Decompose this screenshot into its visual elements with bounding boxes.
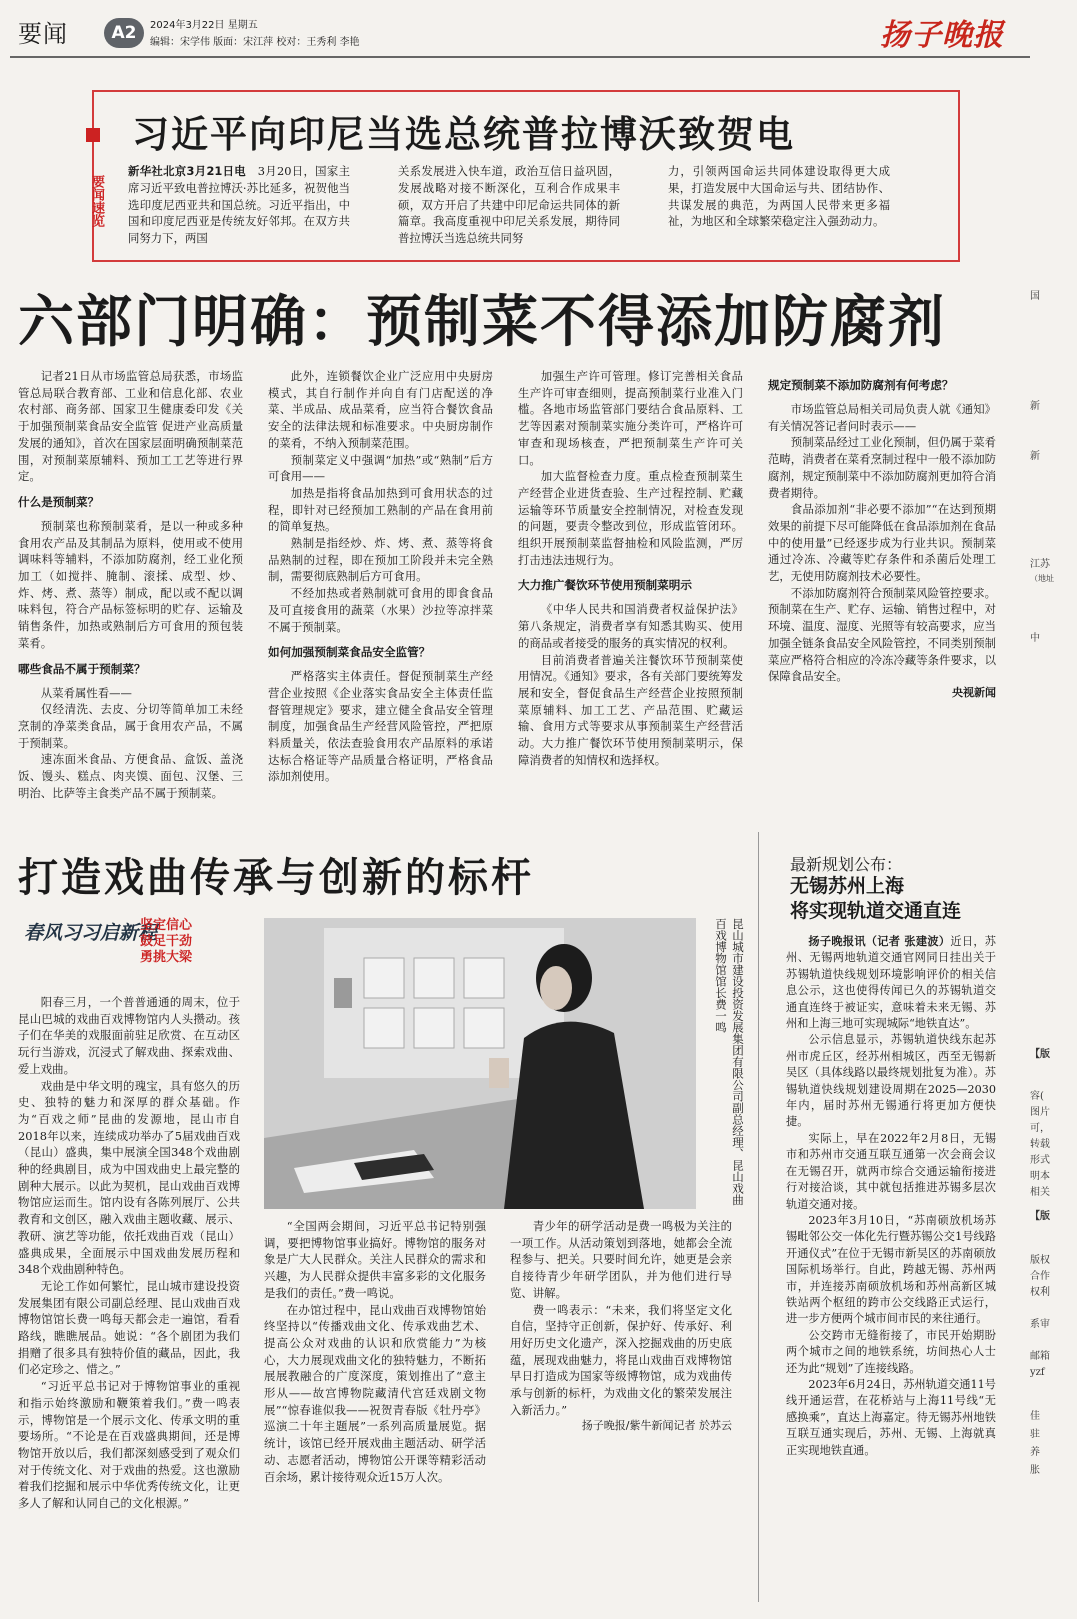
paragraph: 预制菜定义中强调“加热”或“熟制”后方可食用—— xyxy=(268,452,493,484)
section-label: 要闻 xyxy=(18,20,68,48)
main-column-3 xyxy=(518,368,743,768)
column-badge-title: 春风习习启新程 xyxy=(24,922,158,944)
paragraph: 仅经清洗、去皮、分切等简单加工未经烹制的净菜类食品，属于食用农产品，不属于预制菜。 xyxy=(18,702,243,750)
paragraph: 预制菜也称预制菜肴，是以一种或多种食用农产品及其制品为原料，使用或不使用调味料等辅料，不添加防腐剂，经工业化预加工（如搅拌、腌制、滚揉、成型、炒、炸、烤、煮、蒸等）制成，配以或不配以调味料包，符合产品标签标明的贮存、运输及销售条件，加热或熟制后方可食用的预包装菜肴。 xyxy=(18,518,243,650)
edge-text: 邮箱 xyxy=(1030,1351,1050,1362)
paragraph: 加强生产许可管理。修订完善相关食品生产许可审查细则，提高预制菜行业准入门槛。各地市场监管部门要结合食品原料、工艺等因素对预制菜实施分类许可，严格许可审查和现场核查，严把预制菜生产许可关口。 xyxy=(518,369,743,467)
column-badge-slogans xyxy=(140,918,240,966)
brief-text-1: 3月20日，国家主席习近平致电普拉博沃·苏比延多，祝贺他当选印度尼西亚共和国总统。习近平指出，中国和印度尼西亚是传统友好邻邦。在双方共同努力下，两国 xyxy=(128,164,350,246)
edge-text: 养 xyxy=(1030,1447,1040,1458)
edge-text: 容( xyxy=(1030,1091,1044,1102)
edge-text: 新 xyxy=(1030,451,1040,462)
edge-text: 合作 xyxy=(1030,1271,1050,1282)
issue-date: 2024年3月22日 星期五 xyxy=(150,20,258,31)
brief-headline: 习近平向印尼当选总统普拉博沃致贺电 xyxy=(132,112,795,156)
edge-text: 中 xyxy=(1030,633,1040,644)
paragraph: 不添加防腐剂符合预制菜风险管控要求。预制菜在生产、贮存、运输、销售过程中，对环境、温度、湿度、光照等有较高要求，应当加强全链条食品安全风险管控，不同类别预制菜应严格符合相应的冷冻冷藏等条件要求，以保障食品安全。 xyxy=(768,585,996,684)
title-line: 无锡苏州上海 xyxy=(790,875,905,897)
side-story-title xyxy=(790,874,961,924)
page-number-badge: A2 xyxy=(104,18,144,48)
paragraph: 戏曲是中华文明的瑰宝，具有悠久的历史、独特的魅力和深厚的群众基础。作为“百戏之师”昆曲的发源地，昆山市自2018年以来，连续成功举办了5届戏曲百戏（昆山）盛典，集中展演全国348个戏曲剧种的经典剧目，成为中国戏曲史上最完整的剧种大展示。以此为契机，昆山戏曲百戏博物馆应运而生。馆内设有各陈列展厅、公共教育和文创区，融入戏曲主题收藏、展示、教研、演艺等功能，依托戏曲百戏（昆山）盛典成果，全面展示中国戏曲发展历程和348个戏曲剧种特色。 xyxy=(18,1078,240,1277)
staff-credits: 编辑：宋学伟 版面：宋江萍 校对：王秀利 李艳 xyxy=(150,37,360,48)
brief-section-tag: 要闻速览 xyxy=(89,175,104,227)
paragraph: 从菜肴属性看—— xyxy=(40,685,132,700)
paragraph: 食品添加剂“非必要不添加”“在达到预期效果的前提下尽可能降低在食品添加剂在食品中的使用量”已经逐步成为行业共识。预制菜通过冷冻、冷藏等贮存条件和杀菌后处理工艺，无使用防腐剂技术必要性。 xyxy=(768,502,996,584)
edge-text: 相关 xyxy=(1030,1187,1050,1198)
opera-column-1 xyxy=(18,994,240,1511)
main-headline: 六部门明确：预制菜不得添加防腐剂 xyxy=(18,290,946,355)
main-column-1 xyxy=(18,368,243,801)
news-source: 央视新闻 xyxy=(952,685,996,699)
paragraph: 无论工作如何繁忙，昆山城市建设投资发展集团有限公司副总经理、昆山戏曲百戏博物馆馆长费一鸣每天都会走一遍馆，看看路线，瞧瞧展品。她说：“各个剧团为我们捐赠了很多具有独特价值的藏品，因此，我们必定珍之、惜之。” xyxy=(18,1278,240,1377)
edge-text: 系审 xyxy=(1030,1319,1050,1330)
side-story-source: 扬子晚报讯（记者 张建波） xyxy=(808,935,951,948)
paragraph: 实际上，早在2022年2月8日，无锡市和苏州市交通互联互通第一次会商会议在无锡召开，就两市综合交通运输衔接进行对接洽谈，其中就包括推进苏锡多层次轨道交通对接。 xyxy=(786,1131,996,1211)
subheading: 规定预制菜不添加防腐剂有何考虑？ xyxy=(768,378,954,392)
brief-column-2 xyxy=(398,163,620,247)
paragraph: 记者21日从市场监管总局获悉，市场监管总局联合教育部、工业和信息化部、农业农村部、商务部、国家卫生健康委印发《关于加强预制菜食品安全监管 促进产业高质量发展的通知》，首次在国家层面明确预制菜范围，对预制菜原辅料、预加工工艺等进行界定。 xyxy=(18,369,243,484)
paragraph: 《中华人民共和国消费者权益保护法》第八条规定，消费者享有知悉其购买、使用的商品或者接受的服务的真实情况的权利。 xyxy=(518,602,743,650)
subheading: 什么是预制菜？ xyxy=(18,494,100,509)
subheading: 哪些食品不属于预制菜？ xyxy=(18,661,146,676)
paragraph: 2023年3月10日，“苏南硕放机场苏锡毗邻公交一体化先行暨苏锡公交1号线路开通仪式”在位于无锡市新吴区的苏南硕放国际机场举行。自此，跨越无锡、苏州两市，并连接苏南硕放机场和苏州高新区城铁站两个枢纽的跨市公交线路正式运行，进一步方便两个城市间市民的来往通行。 xyxy=(786,1213,996,1326)
edge-text: 【版 xyxy=(1030,1049,1050,1060)
paragraph: 目前消费者普遍关注餐饮环节预制菜使用情况。《通知》要求，各有关部门要统筹发展和安全，督促食品生产经营企业按照预制菜原辅料、加工工艺、产品范围、贮藏运输、食用方式等要求从事预制菜生产经营活动。大力推广餐饮环节使用预制菜明示，保障消费者的知情权和选择权。 xyxy=(518,652,743,767)
main-column-4 xyxy=(768,368,996,702)
paragraph: 市场监管总局相关司局负责人就《通知》有关情况答记者问时表示—— xyxy=(768,402,996,433)
opera-headline: 打造戏曲传承与创新的标杆 xyxy=(18,855,534,901)
paragraph: 此外，连锁餐饮企业广泛应用中央厨房模式，其自行制作并向自有门店配送的净菜、半成品、成品菜肴，应当符合餐饮食品安全的法律法规和标准要求。中央厨房制作的菜肴，不纳入预制菜范围。 xyxy=(268,369,493,450)
side-story-body xyxy=(786,934,996,1459)
paragraph: 阳春三月，一个普普通通的周末，位于昆山巴城的戏曲百戏博物馆内人头攒动。孩子们在华美的戏服面前驻足欣赏、在互动区玩行当游戏，沉浸式了解戏曲、探索戏曲、爱上戏曲。 xyxy=(18,995,240,1076)
edge-text: 新 xyxy=(1030,401,1040,412)
brief-column-1 xyxy=(128,163,350,247)
slogan-line: 勇挑大梁 xyxy=(140,950,193,965)
brief-text-2: 关系发展进入快车道，政治互信日益巩固，发展战略对接不断深化，互利合作成果丰硕，双方开启了共建中印尼命运共同体的新篇章。我高度重视中印尼关系发展，期待同普拉博沃当选总统共同努 xyxy=(398,164,620,246)
slogan-line: 鼓足干劲 xyxy=(140,934,193,949)
brief-column-3 xyxy=(668,163,890,230)
edge-text: yzf xyxy=(1030,1367,1045,1378)
title-line: 将实现轨道交通直连 xyxy=(790,900,962,922)
opera-column-2 xyxy=(264,1218,486,1484)
edge-text: 胀 xyxy=(1030,1465,1040,1476)
photo-illustration xyxy=(264,918,696,1209)
opera-byline: 扬子晚报/紫牛新闻记者 於苏云 xyxy=(581,1419,732,1433)
edge-text: 权利 xyxy=(1030,1287,1050,1298)
edge-text: 【版 xyxy=(1030,1211,1050,1222)
brief-dateline: 新华社北京3月21日电 xyxy=(128,164,247,178)
subheading: 大力推广餐饮环节使用预制菜明示 xyxy=(518,578,692,593)
edge-text: 国 xyxy=(1030,291,1040,302)
edge-text: 可， xyxy=(1030,1123,1050,1134)
edge-text: 明本 xyxy=(1030,1171,1050,1182)
main-column-2 xyxy=(268,368,493,785)
header-divider xyxy=(10,56,1030,58)
edge-text: 形式 xyxy=(1030,1155,1050,1166)
paragraph: 公交跨市无缝衔接了，市民开始期盼两个城市之间的地铁系统，坊间热心人士还为此“规划”了连接线路。 xyxy=(786,1328,996,1375)
edge-text: 转载 xyxy=(1030,1139,1050,1150)
paragraph: 加大监督检查力度。重点检查预制菜生产经营企业进货查验、生产过程控制、贮藏运输等环节质量安全控制情况，对检查发现的问题，要责令整改到位，形成监管闭环。组织开展预制菜监督抽检和风险监测，严厉打击违法违规行为。 xyxy=(518,469,743,567)
paragraph: 在办馆过程中，昆山戏曲百戏博物馆始终坚持以“传播戏曲文化、传承戏曲艺术、提高公众对戏曲的认识和欣赏能力”为核心，大力展现戏曲文化的独特魅力，不断拓展展教融合的广度深度，策划推出了“意主形从——故宫博物院藏清代宫廷戏剧文物展”“惊春谁似我——祝贺青春版《牡丹亭》巡演二十年主题展”一系列高质量展览。据统计，该馆已经开展戏曲主题活动、研学活动、志愿者活动，博物馆公开课等精彩活动百余场，累计接待观众近15万人次。 xyxy=(264,1302,486,1484)
paragraph: 近日，苏州、无锡两地轨道交通官网同日挂出关于苏锡轨道快线规划环境影响评价的相关信息公示，这也使得传闻已久的苏锡轨道交通直连终于被证实，意味着未来无锡、苏州和上海三地可实现城际“地铁直达”。 xyxy=(786,935,996,1031)
paragraph: 加热是指将食品加热到可食用状态的过程，即针对已经预加工熟制的产品在食用前的简单复热。 xyxy=(268,485,493,534)
side-story-kicker: 最新规划公布： xyxy=(790,855,903,874)
brief-text-3: 力，引领两国命运共同体建设取得更大成果，打造发展中大国命运与共、团结协作、共谋发展的典范，为两国人民带来更多福祉，为地区和全球繁荣稳定注入强劲动力。 xyxy=(668,164,890,229)
edge-text: 驻 xyxy=(1030,1429,1040,1440)
paragraph: “习近平总书记对于博物馆事业的重视和指示始终激励和鞭策着我们。”费一鸣表示，博物馆是一个展示文化、传承文明的重要场所。“不论是在百戏盛典期间，还是博物馆开放以后，我们都深刻感受到了观众们对于传统文化、对于戏曲的热爱。这也激励着我们挖掘和展示中华优秀传统文化，让更多人了解和认同自己的文化根源。” xyxy=(18,1379,240,1511)
paragraph: 青少年的研学活动是费一鸣极为关注的一项工作。从活动策划到落地，她都会全流程参与、把关。只要时间允许，她更是会亲自接待青少年研学团队，并为他们进行导览、讲解。 xyxy=(510,1219,732,1300)
brief-tag-marker xyxy=(86,128,100,142)
newspaper-logo: 扬子晚报 xyxy=(880,18,1004,53)
adjacent-page-edge xyxy=(1030,260,1077,1619)
subheading: 如何加强预制菜食品安全监管？ xyxy=(268,645,431,660)
paragraph: 不经加热或者熟制就可食用的即食食品及可直接食用的蔬菜（水果）沙拉等凉拌菜不属于预制菜。 xyxy=(268,586,493,634)
paragraph: “全国两会期间，习近平总书记特别强调，要把博物馆事业搞好。博物馆的服务对象是广大人民群众。关注人民群众的需求和兴趣，为人民群众提供丰富多彩的文化服务是我们的责任。”费一鸣说。 xyxy=(264,1219,486,1300)
photo-caption: 昆山城市建设投资发展集团有限公司副总经理、昆山戏曲百戏博物馆馆长费一鸣 xyxy=(714,918,745,1206)
edge-text: 版权 xyxy=(1030,1255,1050,1266)
paragraph: 公示信息显示，苏锡轨道快线东起苏州市虎丘区，经苏州相城区，西至无锡新吴区（具体线路以最终规划批复为准）。苏锡轨道快线规划建设周期在2025—2030年内，届时苏州无锡通行将更加方便快捷。 xyxy=(786,1033,996,1129)
edge-text: 佳 xyxy=(1030,1411,1040,1422)
edge-text: 江苏 xyxy=(1030,559,1050,570)
paragraph: 熟制是指经炒、炸、烤、煮、蒸等将食品熟制的过程，即在预加工阶段并未完全熟制，需要彻底熟制后方可食用。 xyxy=(268,536,493,584)
paragraph: 预制菜品经过工业化预制，但仍属于菜肴范畴，消费者在菜肴烹制过程中一般不添加防腐剂，规定预制菜中不添加防腐剂更加符合消费者期待。 xyxy=(768,435,996,500)
paragraph: 2023年6月24日，苏州轨道交通11号线开通运营，在花桥站与上海11号线“无感换乘”，直达上海嘉定。待无锡苏州地铁互联互通实现后，苏州、无锡、上海就真正实现地铁直通。 xyxy=(786,1377,996,1457)
museum-photo xyxy=(264,918,696,1209)
paragraph: 速冻面米食品、方便食品、盒饭、盖浇饭、馒头、糕点、肉夹馍、面包、汉堡、三明治、比萨等主食类产品不属于预制菜。 xyxy=(18,752,243,800)
paragraph: 费一鸣表示：“未来，我们将坚定文化自信，坚持守正创新，保护好、传承好、利用好历史文化遗产，深入挖掘戏曲的历史底蕴，展现戏曲魅力，将昆山戏曲百戏博物馆早日打造成为国家等级博物馆，成为戏曲传承与创新的标杆，为戏曲文化的繁荣发展注入新活力。” xyxy=(510,1302,732,1417)
edge-text: （地址 xyxy=(1030,574,1054,583)
slogan-line: 坚定信心 xyxy=(140,918,193,933)
paragraph: 严格落实主体责任。督促预制菜生产经营企业按照《企业落实食品安全主体责任监督管理规定》要求，建立健全食品安全管理制度，加强食品生产经营风险管控，严把原料质量关，依法查验食用农产品原料的承诺达标合格证等产品质量合格证明，严格食品添加剂使用。 xyxy=(268,669,493,784)
column-divider xyxy=(758,832,759,1602)
opera-column-3 xyxy=(510,1218,732,1435)
edge-text: 图片 xyxy=(1030,1107,1050,1118)
